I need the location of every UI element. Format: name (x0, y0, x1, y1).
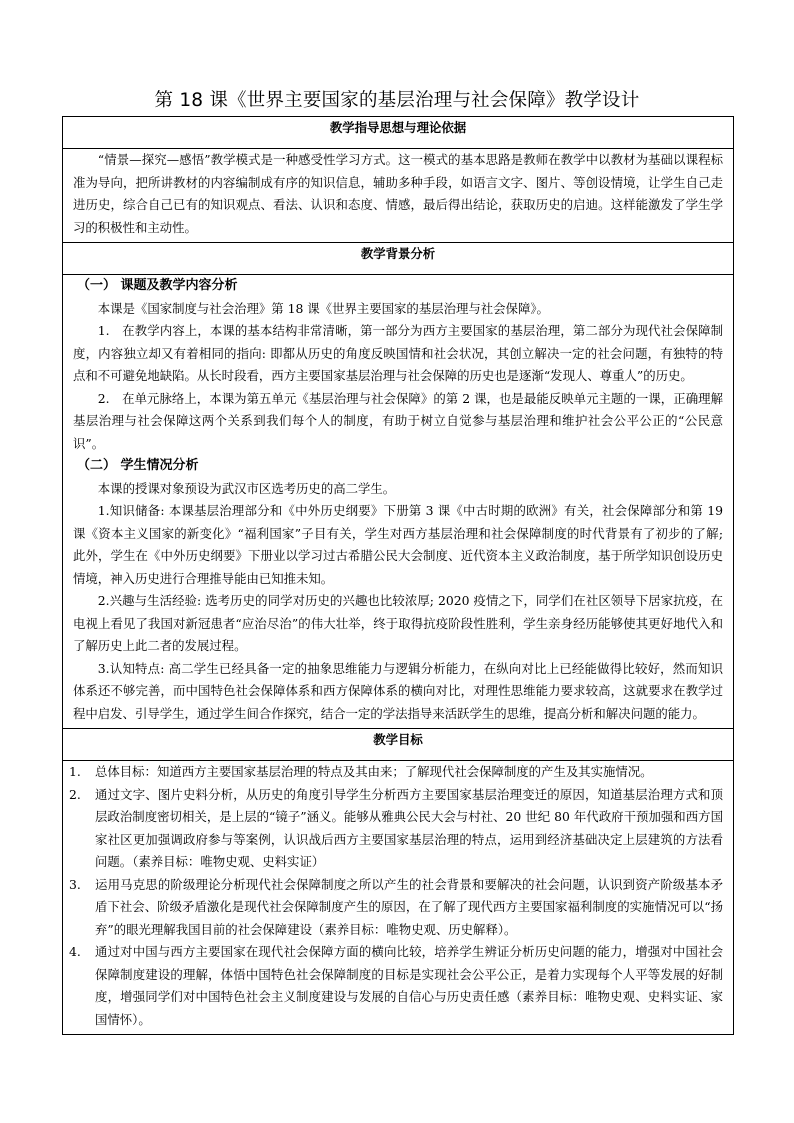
section-heading-guiding: 教学指导思想与理论依据 (63, 117, 734, 149)
paragraph: 本课是《国家制度与社会治理》第 18 课《世界主要国家的基层治理与社会保障》。 (97, 300, 549, 316)
paragraph: 本课的授课对象预设为武汉市区选考历史的高二学生。 (97, 480, 396, 496)
lesson-plan-table (62, 116, 734, 1035)
objectives-list (69, 761, 723, 1031)
list-item-text: 总体目标：知道西方主要国家基层治理的特点及其由来；了解现代社会保障制度的产生及其实施情况。 (95, 764, 653, 779)
list-item-text: 通过文字、图片史料分析，从历史的角度引导学生分析西方主要国家基层治理变迁的原因，知道基层治理方式和顶层政治制度密切相关，是上层的“镜子”涵义。能够从雅典公民大会与村社、20 世纪 80 年代政府干预加强和西方国家社区更加强调政府参与等案例，认识战后西方主要国家基层治理的特点，运用到经济基础决定上层建筑的方法看问题。（素养目标：唯物史观、史料实证） (95, 786, 723, 869)
paragraph: 3.认知特点: 高二学生已经具备一定的抽象思维能力与逻辑分析能力，在纵向对比上已经能做得比较好，然而知识体系还不够完善，而中国特色社会保障体系和西方保障体系的横向对比，对理性思维能力要求较高，这就要求在教学过程中启发、引导学生，通过学生间合作探究，结合一定的学法指导来活跃学生的思维，提高分析和解决问题的能力。 (73, 660, 723, 721)
section-heading-objectives: 教学目标 (63, 729, 734, 761)
list-item (69, 784, 723, 874)
list-item (69, 941, 723, 1031)
list-item-number: 4. (69, 944, 81, 959)
document-title: 第 18 课《世界主要国家的基层治理与社会保障》教学设计 (154, 90, 640, 111)
list-item-text: 通过对中国与西方主要国家在现代社会保障方面的横向比较，培养学生辨证分析历史问题的能力，增强对中国社会保障制度建设的理解，体悟中国特色社会保障制度的目标是实现社会公平公正，是着力实现每个人平等发展的好制度，增强同学们对中国特色社会主义制度建设与发展的自信心与历史责任感（素养目标：唯物史观、史料实证、家国情怀）。 (95, 944, 723, 1027)
guiding-content (63, 149, 734, 243)
list-item-number: 1. (69, 764, 81, 779)
paragraph: 1.知识储备: 本课基层治理部分和《中外历史纲要》下册第 3 课《中古时期的欧洲》有关，社会保障部分和第 19 课《资本主义国家的新变化》“福利国家”子目有关，学生对西方基层治理和社会保障制度的时代背景有了初步的了解; 此外，学生在《中外历史纲要》下册业以学习过古希腊公民大会制度、近代资本主义政治制度，基于所学知识创设历史情境，神入历史进行合理推导能由已知推未知。 (73, 503, 723, 586)
list-item-text: 运用马克思的阶级理论分析现代社会保障制度之所以产生的社会背景和要解决的社会问题，认识到资产阶级基本矛盾下社会、阶级矛盾激化是现代社会保障制度产生的原因，在了解了现代西方主要国家福利制度的实施情况可以“扬弃”的眼光理解我国目前的社会保障建设（素养目标：唯物史观、历史解释）。 (95, 876, 723, 937)
list-item-number: 2. (69, 786, 81, 802)
objectives-content (63, 761, 734, 1035)
paragraph: 2. 在单元脉络上，本课为第五单元《基层治理与社会保障》的第 2 课，也是最能反映单元主题的一课，正确理解基层治理与社会保障这两个关系到我们每个人的制度，有助于树立自觉参与基层治理和维护社会公平公正的“公民意识”。 (73, 390, 723, 451)
list-item-number: 3. (69, 876, 81, 892)
section-heading-background: 教学背景分析 (63, 243, 734, 275)
paragraph: 2.兴趣与生活经验: 选考历史的同学对历史的兴趣也比较浓厚; 2020 疫情之下，同学们在社区领导下居家抗疫，在电视上看见了我国对新冠患者“应治尽治”的伟大壮举，终于取得抗疫阶段性胜利，学生亲身经历能够使其更好地代入和了解历史上此二者的发展过程。 (73, 593, 723, 653)
list-item (69, 874, 723, 942)
subsection-title-student-analysis: （二） 学生情况分析 (77, 458, 199, 473)
background-content (63, 275, 734, 729)
subsection-title-content-analysis: （一） 课题及教学内容分析 (77, 278, 238, 293)
paragraph: 1. 在教学内容上，本课的基本结构非常清晰，第一部分为西方主要国家的基层治理，第二部分为现代社会保障制度，内容独立却又有着相同的指向: 即都从历史的角度反映国情和社会状况，其创立解决一定的社会问题，有独特的特点和不可避免地缺陷。从长时段看，西方主要国家基层治理与社会保障的历史也是逐渐“发现人、尊重人”的历史。 (73, 323, 723, 383)
list-item (69, 761, 723, 784)
guiding-paragraph: “情景—探究—感悟”教学模式是一种感受性学习方式。这一模式的基本思路是教师在教学中以教材为基础以课程标准为导向，把所讲教材的内容编制成有序的知识信息，辅助多种手段，如语言文字、图片、等创设情境，让学生自己走进历史，综合自己已有的知识观点、看法、认识和态度、情感，最后得出结论，获取历史的启迪。这样能激发了学生学习的积极性和主动性。 (73, 152, 723, 235)
